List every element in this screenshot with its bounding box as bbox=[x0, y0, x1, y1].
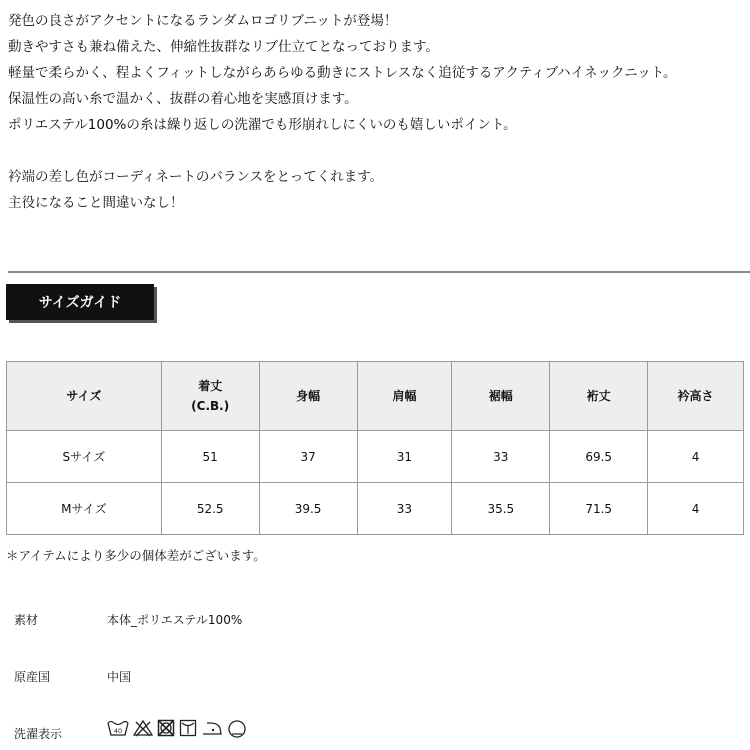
table-cell: 33 bbox=[452, 431, 550, 483]
description-line: 発色の良さがアクセントになるランダムロゴリブニットが登場！ bbox=[8, 13, 398, 29]
description-line: 軽量で柔らかく、程よくフィットしながらあらゆる動きにストレスなく追従するアクティブハイネックニット。 bbox=[8, 65, 677, 81]
table-cell: 51 bbox=[161, 431, 259, 483]
care-label: 洗濯表示 bbox=[14, 727, 63, 741]
header-shoulder-width: 肩幅 bbox=[357, 362, 452, 431]
header-body-width: 身幅 bbox=[259, 362, 357, 431]
care-icons bbox=[107, 719, 247, 739]
no-tumble-dry-icon bbox=[157, 719, 175, 737]
header-hem-width: 裾幅 bbox=[452, 362, 550, 431]
size-note: ＊アイテムにより多少の個体差がございます。 bbox=[6, 548, 266, 563]
no-bleach-icon bbox=[133, 719, 153, 737]
low-iron-icon bbox=[201, 719, 223, 737]
size-guide-heading: サイズガイド bbox=[6, 284, 154, 320]
table-cell: 69.5 bbox=[550, 431, 648, 483]
table-row bbox=[7, 431, 744, 483]
origin-value: 中国 bbox=[107, 670, 132, 684]
header-sleeve-length: 裄丈 bbox=[550, 362, 648, 431]
table-cell: Sサイズ bbox=[7, 431, 162, 483]
table-cell: 31 bbox=[357, 431, 452, 483]
table-cell: 39.5 bbox=[259, 483, 357, 535]
size-table bbox=[6, 361, 744, 535]
header-length-label: 着丈 bbox=[198, 379, 223, 393]
description-line: 衿端の差し色がコーディネートのバランスをとってくれます。 bbox=[8, 169, 384, 185]
table-header-row bbox=[7, 362, 744, 431]
header-length bbox=[161, 362, 259, 431]
wash-temperature: 40 bbox=[113, 727, 123, 735]
header-collar-height: 衿高さ bbox=[648, 362, 744, 431]
dry-clean-icon bbox=[227, 719, 247, 739]
table-cell: 4 bbox=[648, 483, 744, 535]
header-length-sub: (C.B.) bbox=[191, 399, 230, 413]
table-cell: Mサイズ bbox=[7, 483, 162, 535]
table-cell: 35.5 bbox=[452, 483, 550, 535]
description-spacer bbox=[8, 138, 748, 164]
table-row bbox=[7, 483, 744, 535]
wash-40-icon bbox=[107, 719, 129, 737]
product-description bbox=[8, 8, 748, 216]
header-size: サイズ bbox=[7, 362, 162, 431]
material-value: 本体_ポリエステル100% bbox=[107, 613, 243, 627]
table-cell: 37 bbox=[259, 431, 357, 483]
origin-label: 原産国 bbox=[14, 670, 51, 684]
table-cell: 52.5 bbox=[161, 483, 259, 535]
description-line: 保温性の高い糸で温かく、抜群の着心地を実感頂けます。 bbox=[8, 91, 358, 107]
description-line: 動きやすさも兼ね備えた、伸縮性抜群なリブ仕立てとなっております。 bbox=[8, 39, 439, 55]
material-label: 素材 bbox=[14, 613, 39, 627]
table-cell: 33 bbox=[357, 483, 452, 535]
description-line: 主役になること間違いなし！ bbox=[8, 195, 184, 211]
section-divider bbox=[8, 271, 750, 273]
description-line: ポリエステル100%の糸は繰り返しの洗濯でも形崩れしにくいのも嬉しいポイント。 bbox=[8, 117, 517, 133]
table-cell: 71.5 bbox=[550, 483, 648, 535]
hang-dry-icon bbox=[179, 719, 197, 737]
table-cell: 4 bbox=[648, 431, 744, 483]
